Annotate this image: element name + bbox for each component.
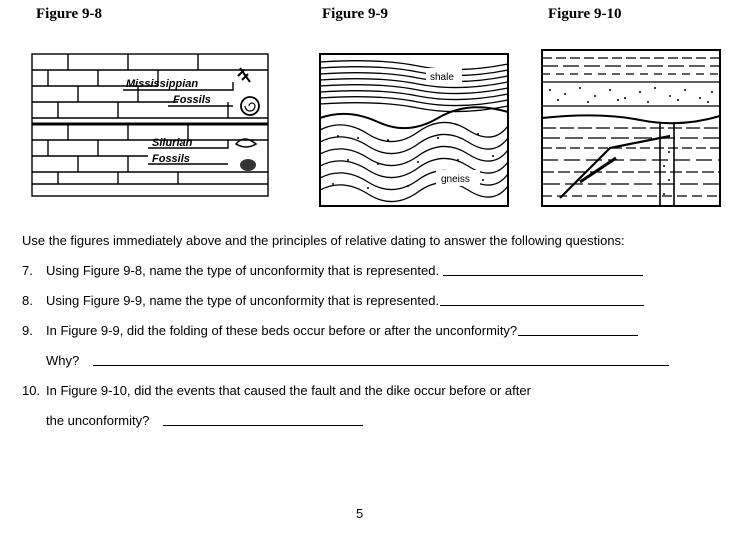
- page-number: 5: [356, 506, 364, 521]
- question-9-number: 9.: [22, 323, 33, 338]
- question-7-answer-line[interactable]: [443, 274, 643, 276]
- figure-9-9-title: Figure 9-9: [322, 6, 388, 22]
- question-8-answer-line[interactable]: [440, 304, 644, 306]
- instructions-text: Use the figures immediately above and the principles of relative dating to answer the following questions:: [22, 233, 625, 248]
- question-9-answer-line[interactable]: [518, 334, 638, 336]
- figure-9-10-title: Figure 9-10: [548, 6, 622, 22]
- fossil-icon: [236, 68, 259, 171]
- question-10-number: 10.: [22, 383, 41, 398]
- question-8-text: Using Figure 9-9, name the type of unconformity that is represented.: [46, 293, 440, 308]
- question-10-continued: [46, 413, 363, 428]
- question-9-why-label: Why?: [46, 353, 80, 368]
- question-9-why: [46, 353, 669, 368]
- mississippian-label: Mississippian: [126, 78, 199, 90]
- question-8: [22, 293, 644, 308]
- question-9-why-answer-line[interactable]: [93, 364, 669, 366]
- question-10-text: In Figure 9-10, did the events that caused the fault and the dike occur before or after: [46, 383, 531, 398]
- figure-9-9-diagram: [318, 52, 510, 208]
- shale-label: shale: [430, 72, 454, 83]
- question-10-followup-text: the unconformity?: [46, 413, 150, 428]
- question-8-number: 8.: [22, 293, 33, 308]
- question-7-text: Using Figure 9-8, name the type of unconformity that is represented.: [46, 263, 440, 278]
- gneiss-label: gneiss: [441, 174, 470, 185]
- mississippian-fossils-label: Fossils: [173, 94, 211, 106]
- question-9: [22, 323, 638, 338]
- silurian-fossils-label: Fossils: [152, 153, 190, 165]
- question-9-text: In Figure 9-9, did the folding of these beds occur before or after the unconformity?: [46, 323, 518, 338]
- question-10-answer-line[interactable]: [163, 424, 363, 426]
- question-7-number: 7.: [22, 263, 33, 278]
- silurian-label: Silurian: [152, 137, 193, 149]
- figure-9-8-title: Figure 9-8: [36, 6, 102, 22]
- question-10: [22, 383, 531, 398]
- figure-9-10-diagram: [540, 48, 722, 210]
- question-7: [22, 263, 643, 278]
- figure-9-8-diagram: [28, 50, 272, 200]
